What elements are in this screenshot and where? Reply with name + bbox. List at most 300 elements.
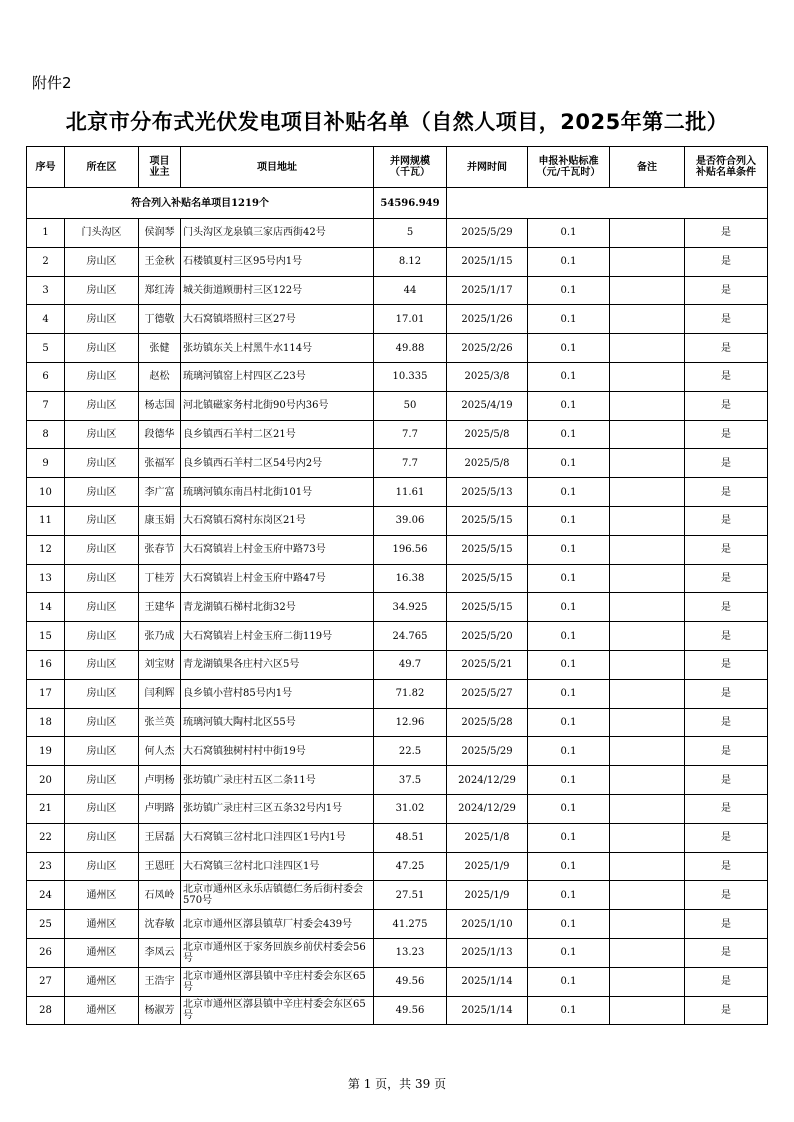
cell-eligible: 是	[685, 766, 768, 795]
cell-remark	[610, 247, 685, 276]
cell-eligible: 是	[685, 593, 768, 622]
cell-owner: 张兰英	[139, 708, 181, 737]
cell-remark	[610, 535, 685, 564]
cell-eligible: 是	[685, 247, 768, 276]
cell-remark	[610, 622, 685, 651]
cell-seq: 10	[27, 478, 65, 507]
cell-district: 房山区	[65, 478, 139, 507]
cell-seq: 3	[27, 276, 65, 305]
cell-standard: 0.1	[528, 910, 610, 939]
cell-eligible: 是	[685, 910, 768, 939]
cell-district: 房山区	[65, 679, 139, 708]
cell-date: 2025/5/28	[447, 708, 528, 737]
cell-eligible: 是	[685, 535, 768, 564]
cell-eligible: 是	[685, 334, 768, 363]
cell-district: 房山区	[65, 305, 139, 334]
cell-remark	[610, 478, 685, 507]
cell-address: 石楼镇夏村三区95号内1号	[181, 247, 374, 276]
table-row	[27, 622, 768, 651]
cell-owner: 段德华	[139, 420, 181, 449]
cell-remark	[610, 794, 685, 823]
cell-date: 2025/1/13	[447, 938, 528, 967]
cell-standard: 0.1	[528, 766, 610, 795]
table-row	[27, 679, 768, 708]
cell-district: 房山区	[65, 247, 139, 276]
cell-district: 房山区	[65, 766, 139, 795]
header-capacity	[374, 147, 447, 188]
cell-district: 房山区	[65, 362, 139, 391]
table-row	[27, 852, 768, 881]
subsidy-table	[26, 146, 768, 1025]
cell-eligible: 是	[685, 794, 768, 823]
cell-standard: 0.1	[528, 881, 610, 910]
cell-district: 房山区	[65, 334, 139, 363]
cell-seq: 18	[27, 708, 65, 737]
cell-eligible: 是	[685, 938, 768, 967]
cell-remark	[610, 506, 685, 535]
cell-district: 房山区	[65, 823, 139, 852]
cell-standard: 0.1	[528, 334, 610, 363]
cell-address: 良乡镇西石羊村二区54号内2号	[181, 449, 374, 478]
cell-remark	[610, 852, 685, 881]
cell-seq: 27	[27, 967, 65, 996]
cell-address: 张坊镇广录庄村五区二条11号	[181, 766, 374, 795]
cell-seq: 24	[27, 881, 65, 910]
cell-district: 房山区	[65, 622, 139, 651]
header-seq: 序号	[27, 147, 65, 188]
cell-owner: 杨淑芳	[139, 996, 181, 1025]
cell-remark	[610, 679, 685, 708]
cell-remark	[610, 881, 685, 910]
cell-eligible: 是	[685, 852, 768, 881]
cell-remark	[610, 996, 685, 1025]
cell-seq: 22	[27, 823, 65, 852]
cell-seq: 26	[27, 938, 65, 967]
cell-seq: 5	[27, 334, 65, 363]
cell-capacity: 31.02	[374, 794, 447, 823]
cell-eligible: 是	[685, 449, 768, 478]
cell-seq: 14	[27, 593, 65, 622]
cell-owner: 何人杰	[139, 737, 181, 766]
cell-seq: 20	[27, 766, 65, 795]
cell-eligible: 是	[685, 478, 768, 507]
cell-standard: 0.1	[528, 967, 610, 996]
header-eligible-line1: 是否符合列入	[696, 156, 756, 167]
table-row	[27, 938, 768, 967]
table-row	[27, 391, 768, 420]
table-row	[27, 449, 768, 478]
cell-address: 大石窝镇独树村村中街19号	[181, 737, 374, 766]
cell-district: 房山区	[65, 593, 139, 622]
cell-district: 房山区	[65, 737, 139, 766]
cell-eligible: 是	[685, 564, 768, 593]
cell-date: 2025/5/15	[447, 506, 528, 535]
cell-standard: 0.1	[528, 564, 610, 593]
cell-date: 2025/5/15	[447, 535, 528, 564]
cell-date: 2025/5/13	[447, 478, 528, 507]
table-row	[27, 276, 768, 305]
cell-district: 房山区	[65, 794, 139, 823]
cell-seq: 15	[27, 622, 65, 651]
cell-capacity: 13.23	[374, 938, 447, 967]
cell-address: 北京市通州区漷县镇草厂村委会439号	[181, 910, 374, 939]
header-owner	[139, 147, 181, 188]
cell-eligible: 是	[685, 996, 768, 1025]
cell-district: 通州区	[65, 967, 139, 996]
cell-date: 2024/12/29	[447, 766, 528, 795]
cell-date: 2025/1/14	[447, 967, 528, 996]
cell-eligible: 是	[685, 362, 768, 391]
cell-capacity: 49.7	[374, 650, 447, 679]
cell-date: 2024/12/29	[447, 794, 528, 823]
header-owner-line2: 业主	[149, 167, 170, 178]
cell-owner: 闫利辉	[139, 679, 181, 708]
cell-owner: 康玉娟	[139, 506, 181, 535]
cell-date: 2025/5/8	[447, 449, 528, 478]
table-row	[27, 881, 768, 910]
cell-address: 门头沟区龙泉镇三家店西街42号	[181, 219, 374, 248]
cell-capacity: 50	[374, 391, 447, 420]
cell-capacity: 39.06	[374, 506, 447, 535]
cell-date: 2025/1/15	[447, 247, 528, 276]
cell-capacity: 41.275	[374, 910, 447, 939]
cell-address: 大石窝镇三岔村北口洼四区1号内1号	[181, 823, 374, 852]
cell-district: 门头沟区	[65, 219, 139, 248]
cell-remark	[610, 391, 685, 420]
cell-eligible: 是	[685, 737, 768, 766]
cell-standard: 0.1	[528, 622, 610, 651]
cell-remark	[610, 564, 685, 593]
table-row	[27, 506, 768, 535]
cell-remark	[610, 305, 685, 334]
cell-capacity: 34.925	[374, 593, 447, 622]
attachment-label: 附件2	[32, 74, 72, 92]
cell-standard: 0.1	[528, 219, 610, 248]
cell-district: 房山区	[65, 708, 139, 737]
header-owner-line1: 项目	[149, 156, 170, 167]
cell-standard: 0.1	[528, 650, 610, 679]
cell-date: 2025/1/8	[447, 823, 528, 852]
header-row	[27, 147, 768, 188]
cell-capacity: 24.765	[374, 622, 447, 651]
cell-remark	[610, 219, 685, 248]
table-row	[27, 362, 768, 391]
cell-owner: 王恩旺	[139, 852, 181, 881]
cell-owner: 卢明路	[139, 794, 181, 823]
cell-seq: 13	[27, 564, 65, 593]
cell-district: 房山区	[65, 449, 139, 478]
cell-standard: 0.1	[528, 247, 610, 276]
cell-standard: 0.1	[528, 794, 610, 823]
header-eligible	[685, 147, 768, 188]
cell-district: 通州区	[65, 996, 139, 1025]
cell-date: 2025/1/10	[447, 910, 528, 939]
cell-seq: 6	[27, 362, 65, 391]
cell-seq: 11	[27, 506, 65, 535]
cell-remark	[610, 766, 685, 795]
table-row	[27, 708, 768, 737]
cell-seq: 8	[27, 420, 65, 449]
cell-standard: 0.1	[528, 305, 610, 334]
cell-district: 房山区	[65, 564, 139, 593]
table-row	[27, 305, 768, 334]
table-row	[27, 794, 768, 823]
cell-standard: 0.1	[528, 593, 610, 622]
cell-remark	[610, 708, 685, 737]
cell-standard: 0.1	[528, 449, 610, 478]
cell-eligible: 是	[685, 219, 768, 248]
table-row	[27, 910, 768, 939]
cell-eligible: 是	[685, 391, 768, 420]
table-row	[27, 766, 768, 795]
cell-remark	[610, 967, 685, 996]
cell-capacity: 49.56	[374, 996, 447, 1025]
cell-remark	[610, 276, 685, 305]
cell-capacity: 10.335	[374, 362, 447, 391]
cell-eligible: 是	[685, 679, 768, 708]
cell-standard: 0.1	[528, 478, 610, 507]
cell-address: 大石窝镇塔照村三区27号	[181, 305, 374, 334]
cell-standard: 0.1	[528, 708, 610, 737]
cell-capacity: 17.01	[374, 305, 447, 334]
cell-eligible: 是	[685, 506, 768, 535]
cell-seq: 9	[27, 449, 65, 478]
cell-seq: 16	[27, 650, 65, 679]
cell-date: 2025/5/20	[447, 622, 528, 651]
cell-owner: 石凤岭	[139, 881, 181, 910]
cell-remark	[610, 910, 685, 939]
cell-remark	[610, 938, 685, 967]
cell-address: 琉璃河镇东南吕村北街101号	[181, 478, 374, 507]
cell-owner: 张福军	[139, 449, 181, 478]
cell-capacity: 7.7	[374, 420, 447, 449]
cell-address: 张坊镇东关上村黑牛水114号	[181, 334, 374, 363]
summary-blank	[447, 188, 768, 219]
cell-seq: 28	[27, 996, 65, 1025]
cell-date: 2025/4/19	[447, 391, 528, 420]
cell-address: 良乡镇西石羊村二区21号	[181, 420, 374, 449]
cell-address: 大石窝镇岩上村金玉府中路47号	[181, 564, 374, 593]
table-row	[27, 650, 768, 679]
cell-capacity: 22.5	[374, 737, 447, 766]
cell-capacity: 44	[374, 276, 447, 305]
cell-owner: 李凤云	[139, 938, 181, 967]
header-date: 并网时间	[447, 147, 528, 188]
cell-eligible: 是	[685, 650, 768, 679]
cell-capacity: 12.96	[374, 708, 447, 737]
table-row	[27, 535, 768, 564]
cell-district: 房山区	[65, 535, 139, 564]
table-row	[27, 478, 768, 507]
cell-date: 2025/2/26	[447, 334, 528, 363]
cell-capacity: 8.12	[374, 247, 447, 276]
cell-standard: 0.1	[528, 506, 610, 535]
table-row	[27, 593, 768, 622]
cell-standard: 0.1	[528, 737, 610, 766]
cell-seq: 2	[27, 247, 65, 276]
cell-standard: 0.1	[528, 535, 610, 564]
cell-seq: 19	[27, 737, 65, 766]
cell-seq: 23	[27, 852, 65, 881]
summary-row	[27, 188, 768, 219]
cell-date: 2025/5/8	[447, 420, 528, 449]
header-capacity-line1: 并网规模	[390, 156, 430, 167]
cell-eligible: 是	[685, 823, 768, 852]
cell-owner: 张健	[139, 334, 181, 363]
table-row	[27, 334, 768, 363]
cell-district: 房山区	[65, 852, 139, 881]
cell-district: 通州区	[65, 938, 139, 967]
table-row	[27, 996, 768, 1025]
table-row	[27, 219, 768, 248]
summary-total-capacity: 54596.949	[374, 188, 447, 219]
cell-owner: 丁桂芳	[139, 564, 181, 593]
cell-standard: 0.1	[528, 391, 610, 420]
cell-seq: 17	[27, 679, 65, 708]
cell-remark	[610, 362, 685, 391]
cell-address: 青龙湖镇石梯村北街32号	[181, 593, 374, 622]
table-row	[27, 564, 768, 593]
cell-capacity: 196.56	[374, 535, 447, 564]
table-row	[27, 823, 768, 852]
cell-seq: 7	[27, 391, 65, 420]
cell-owner: 王居磊	[139, 823, 181, 852]
cell-owner: 王建华	[139, 593, 181, 622]
cell-owner: 杨志国	[139, 391, 181, 420]
cell-remark	[610, 593, 685, 622]
cell-capacity: 47.25	[374, 852, 447, 881]
table-row	[27, 247, 768, 276]
cell-district: 房山区	[65, 506, 139, 535]
page-footer: 第 1 页，共 39 页	[347, 1077, 447, 1091]
cell-owner: 丁德敬	[139, 305, 181, 334]
header-eligible-line2: 补贴名单条件	[696, 167, 756, 178]
cell-capacity: 16.38	[374, 564, 447, 593]
cell-remark	[610, 449, 685, 478]
cell-seq: 1	[27, 219, 65, 248]
cell-address: 良乡镇小营村85号内1号	[181, 679, 374, 708]
cell-standard: 0.1	[528, 679, 610, 708]
cell-capacity: 11.61	[374, 478, 447, 507]
cell-owner: 侯润琴	[139, 219, 181, 248]
table-row	[27, 967, 768, 996]
cell-capacity: 27.51	[374, 881, 447, 910]
cell-address: 琉璃河镇窑上村四区乙23号	[181, 362, 374, 391]
cell-remark	[610, 334, 685, 363]
cell-date: 2025/1/17	[447, 276, 528, 305]
table-row	[27, 420, 768, 449]
cell-district: 房山区	[65, 276, 139, 305]
cell-owner: 沈春敏	[139, 910, 181, 939]
summary-label: 符合列入补贴名单项目1219个	[27, 188, 374, 219]
cell-eligible: 是	[685, 967, 768, 996]
header-capacity-line2: （千瓦）	[390, 167, 430, 178]
header-standard-line1: 申报补贴标准	[538, 156, 599, 167]
cell-capacity: 48.51	[374, 823, 447, 852]
cell-address: 青龙湖镇果各庄村六区5号	[181, 650, 374, 679]
cell-date: 2025/5/21	[447, 650, 528, 679]
cell-date: 2025/5/27	[447, 679, 528, 708]
cell-owner: 王金秋	[139, 247, 181, 276]
cell-date: 2025/5/29	[447, 737, 528, 766]
cell-address: 大石窝镇石窝村东岗区21号	[181, 506, 374, 535]
cell-address: 城关街道顾册村三区122号	[181, 276, 374, 305]
cell-standard: 0.1	[528, 852, 610, 881]
cell-address: 大石窝镇三岔村北口洼四区1号	[181, 852, 374, 881]
cell-date: 2025/5/15	[447, 593, 528, 622]
cell-district: 房山区	[65, 650, 139, 679]
cell-remark	[610, 737, 685, 766]
document-title: 北京市分布式光伏发电项目补贴名单（自然人项目，2025年第二批）	[65, 110, 729, 134]
cell-eligible: 是	[685, 420, 768, 449]
table-row	[27, 737, 768, 766]
cell-standard: 0.1	[528, 938, 610, 967]
cell-seq: 21	[27, 794, 65, 823]
cell-eligible: 是	[685, 881, 768, 910]
cell-eligible: 是	[685, 305, 768, 334]
header-standard-line2: （元/千瓦时）	[536, 167, 601, 178]
cell-date: 2025/1/9	[447, 852, 528, 881]
cell-owner: 卢明杨	[139, 766, 181, 795]
cell-address: 河北镇磁家务村北街90号内36号	[181, 391, 374, 420]
cell-capacity: 5	[374, 219, 447, 248]
cell-owner: 郑红涛	[139, 276, 181, 305]
cell-capacity: 71.82	[374, 679, 447, 708]
cell-owner: 刘宝财	[139, 650, 181, 679]
cell-capacity: 7.7	[374, 449, 447, 478]
cell-address: 大石窝镇岩上村金玉府二街119号	[181, 622, 374, 651]
cell-eligible: 是	[685, 622, 768, 651]
cell-owner: 张乃成	[139, 622, 181, 651]
cell-capacity: 37.5	[374, 766, 447, 795]
cell-standard: 0.1	[528, 362, 610, 391]
cell-remark	[610, 823, 685, 852]
cell-address: 北京市通州区漷县镇中辛庄村委会东区65号	[181, 967, 374, 996]
cell-district: 通州区	[65, 910, 139, 939]
cell-seq: 25	[27, 910, 65, 939]
header-district: 所在区	[65, 147, 139, 188]
cell-standard: 0.1	[528, 276, 610, 305]
cell-district: 房山区	[65, 391, 139, 420]
cell-standard: 0.1	[528, 420, 610, 449]
header-standard	[528, 147, 610, 188]
cell-district: 房山区	[65, 420, 139, 449]
cell-address: 大石窝镇岩上村金玉府中路73号	[181, 535, 374, 564]
cell-date: 2025/5/15	[447, 564, 528, 593]
cell-owner: 赵松	[139, 362, 181, 391]
cell-standard: 0.1	[528, 823, 610, 852]
cell-date: 2025/5/29	[447, 219, 528, 248]
cell-date: 2025/1/9	[447, 881, 528, 910]
cell-address: 北京市通州区漷县镇中辛庄村委会东区65号	[181, 996, 374, 1025]
cell-district: 通州区	[65, 881, 139, 910]
cell-capacity: 49.56	[374, 967, 447, 996]
cell-remark	[610, 650, 685, 679]
cell-remark	[610, 420, 685, 449]
header-address: 项目地址	[181, 147, 374, 188]
cell-address: 北京市通州区于家务回族乡前伏村委会56号	[181, 938, 374, 967]
cell-owner: 张春节	[139, 535, 181, 564]
cell-seq: 4	[27, 305, 65, 334]
cell-address: 北京市通州区永乐店镇德仁务后街村委会570号	[181, 881, 374, 910]
cell-address: 张坊镇广录庄村三区五条32号内1号	[181, 794, 374, 823]
cell-standard: 0.1	[528, 996, 610, 1025]
cell-date: 2025/1/26	[447, 305, 528, 334]
cell-capacity: 49.88	[374, 334, 447, 363]
cell-owner: 李广富	[139, 478, 181, 507]
cell-date: 2025/1/14	[447, 996, 528, 1025]
cell-seq: 12	[27, 535, 65, 564]
